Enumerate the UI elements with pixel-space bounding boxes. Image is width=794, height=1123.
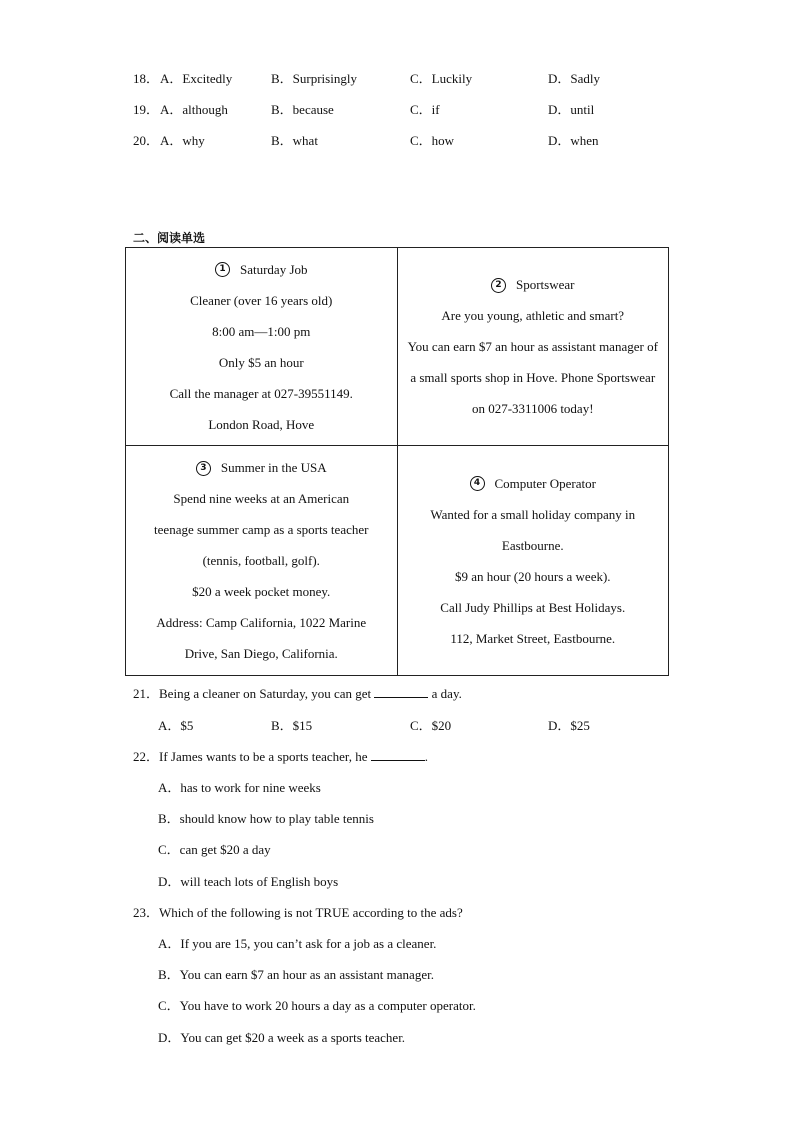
- option-b[interactable]: B．because: [271, 102, 334, 117]
- ads-table: [125, 247, 669, 676]
- ad-line: 112, Market Street, Eastbourne.: [450, 630, 616, 646]
- ad-title: Sportswear: [516, 277, 575, 292]
- ad-line: Call Judy Phillips at Best Holidays.: [440, 599, 626, 615]
- ad-line: Eastbourne.: [501, 537, 564, 553]
- option-d[interactable]: D．Sadly: [548, 71, 601, 86]
- ad-line: $20 a week pocket money.: [192, 584, 331, 599]
- question-text: Which of the following is not TRUE according to the ads?: [159, 905, 463, 920]
- ad-line: teenage summer camp as a sports teacher: [154, 522, 369, 537]
- question-text: If James wants to be a sports teacher, he: [159, 749, 368, 764]
- question-text-end: a day.: [431, 686, 462, 701]
- question-number: 21．: [133, 686, 160, 701]
- ad-line: Only $5 an hour: [218, 354, 304, 370]
- question-stem: [133, 902, 463, 921]
- ad-line: Drive, San Diego, California.: [184, 646, 338, 661]
- option-b[interactable]: B．$15: [271, 718, 313, 733]
- question-number: 18．: [133, 71, 160, 86]
- option-d[interactable]: D．until: [548, 102, 595, 117]
- option-d[interactable]: D．$25: [548, 718, 590, 733]
- answer-blank[interactable]: [371, 749, 425, 761]
- question-text: Being a cleaner on Saturday, you can get: [159, 686, 372, 701]
- option-b[interactable]: B．should know how to play table tennis: [158, 811, 374, 826]
- question-number: 22．: [133, 749, 160, 764]
- ad-line: Spend nine weeks at an American: [173, 491, 350, 506]
- option-a[interactable]: A．although: [160, 102, 228, 117]
- ad-line: a small sports shop in Hove. Phone Sportswear: [410, 370, 656, 385]
- option-c[interactable]: C．if: [410, 102, 440, 117]
- option-a[interactable]: A．Excitedly: [160, 71, 233, 86]
- question-stem: [133, 746, 428, 765]
- option-b[interactable]: B．what: [271, 133, 318, 148]
- question-number: 19．: [133, 102, 160, 117]
- section-title: 二、阅读单选: [133, 231, 206, 245]
- option-c[interactable]: C．$20: [410, 718, 452, 733]
- question-number: 23．: [133, 905, 160, 920]
- question-stem: [133, 683, 462, 702]
- ad-line: Are you young, athletic and smart?: [441, 308, 625, 323]
- option-a[interactable]: A．If you are 15, you can’t ask for a job as a cleaner.: [158, 936, 437, 951]
- ad-line: You can earn $7 an hour as assistant manager of: [407, 339, 658, 354]
- number-badge-icon: 3: [196, 461, 211, 476]
- ad-line: Call the manager at 027-39551149.: [169, 385, 353, 401]
- ad-summer-usa: [126, 446, 398, 676]
- option-a[interactable]: A．why: [160, 133, 205, 148]
- option-d[interactable]: D．will teach lots of English boys: [158, 874, 339, 889]
- question-text-end: .: [424, 749, 429, 764]
- ad-line: Address: Camp California, 1022 Marine: [156, 615, 367, 630]
- ad-title: Computer Operator: [494, 475, 596, 491]
- ad-line: 8:00 am—1:00 pm: [212, 323, 311, 339]
- ad-title: Summer in the USA: [220, 460, 327, 475]
- ad-sportswear: [397, 248, 669, 446]
- option-a[interactable]: A．has to work for nine weeks: [158, 780, 321, 795]
- question-number: 20．: [133, 133, 160, 148]
- option-a[interactable]: A．$5: [158, 718, 194, 733]
- ad-line: Wanted for a small holiday company in: [430, 506, 636, 522]
- ad-title: Saturday Job: [239, 261, 308, 277]
- option-b[interactable]: B．You can earn $7 an hour as an assistant manager.: [158, 967, 434, 982]
- number-badge-icon: 4: [470, 476, 485, 491]
- number-badge-icon: 2: [491, 278, 506, 293]
- answer-blank[interactable]: [374, 686, 428, 698]
- ad-saturday-job: [126, 248, 398, 446]
- ad-line: on 027-3311006 today!: [471, 401, 594, 416]
- ad-line: (tennis, football, golf).: [202, 553, 320, 568]
- option-d[interactable]: D．You can get $20 a week as a sports teacher.: [158, 1030, 406, 1045]
- option-c[interactable]: C．how: [410, 133, 455, 148]
- option-c[interactable]: C．You have to work 20 hours a day as a computer operator.: [158, 998, 476, 1013]
- ad-line: $9 an hour (20 hours a week).: [454, 568, 611, 584]
- ad-line: London Road, Hove: [208, 416, 315, 432]
- option-d[interactable]: D．when: [548, 133, 599, 148]
- number-badge-icon: 1: [215, 262, 230, 277]
- ad-line: Cleaner (over 16 years old): [190, 292, 333, 308]
- option-c[interactable]: C．Luckily: [410, 71, 473, 86]
- ad-computer-operator: [397, 446, 669, 676]
- option-b[interactable]: B．Surprisingly: [271, 71, 357, 86]
- option-c[interactable]: C．can get $20 a day: [158, 842, 271, 857]
